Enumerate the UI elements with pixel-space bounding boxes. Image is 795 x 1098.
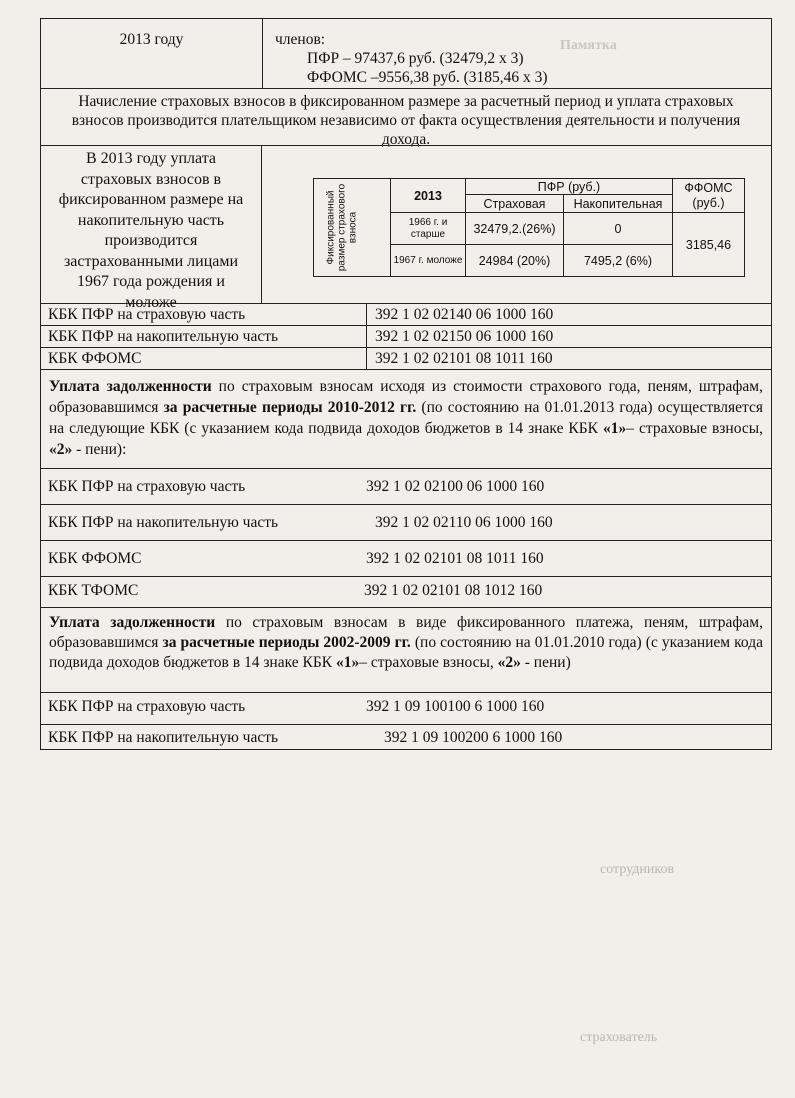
debt-text: по страховым взносам в виде фиксированного платежа, пеням, штрафам, образовавшимся — [49, 614, 763, 651]
debt-bold: за расчетные периоды 2010-2012 гг. — [163, 399, 417, 416]
kbk-row — [40, 325, 772, 347]
vertical-label-cell — [314, 179, 391, 277]
debt-2002-paragraph — [40, 607, 772, 692]
kbk-label: КБК ТФОМС — [48, 582, 139, 599]
kbk-code: 392 1 02 02100 06 1000 160 — [366, 478, 545, 495]
debt-text: по страховым взносам исходя из стоимости страхового года, пеням, штрафам, образовавшимся — [49, 378, 763, 416]
kbk-label: КБК ПФР на накопительную часть — [48, 729, 279, 746]
debt-2010-paragraph — [40, 369, 772, 468]
debt-text: – страховые взносы, — [626, 420, 763, 437]
pfr-amount: ПФР – 97437,6 руб. (32479,2 х 3) — [307, 50, 524, 67]
document-sheet — [40, 18, 772, 750]
members-label: членов: — [275, 31, 326, 48]
kbk-row — [40, 504, 772, 540]
kbk-label: КБК ПФР на накопительную часть — [41, 326, 367, 347]
debt-bold: «2» — [49, 441, 73, 458]
kbk-label: КБК ПФР на страховую часть — [48, 478, 246, 495]
row2-label: 1967 г. моложе — [391, 245, 466, 277]
kbk-label: КБК ФФОМС — [48, 550, 142, 567]
kbk-code: 392 1 02 02101 08 1012 160 — [364, 582, 543, 599]
debt-bold: «1» — [603, 420, 627, 437]
ffoms-amount: ФФОМС –9556,38 руб. (3185,46 х 3) — [307, 69, 548, 86]
kbk-code: 392 1 02 02150 06 1000 160 — [375, 328, 554, 345]
ffoms-value: 3185,46 — [673, 213, 745, 277]
kbk-code: 392 1 02 02101 08 1011 160 — [375, 350, 553, 367]
kbk-row — [40, 303, 772, 325]
fixed-2013-text: В 2013 году уплата страховых взносов в фиксированном размере на накопительную часть производится застрахованными лицами 1967 года рождения и моложе — [41, 146, 262, 303]
kbk-row — [40, 576, 772, 607]
kbk-label: КБК ПФР на страховую часть — [48, 698, 246, 715]
kbk-row — [40, 692, 772, 724]
fixed-2013-row — [40, 145, 772, 311]
debt-text: (по состоянию на 01.01.2010 года) (с указанием кода подвида доходов бюджетов в 14 знаке КБК — [49, 634, 763, 671]
kbk-label: КБК ПФР на накопительную часть — [48, 514, 279, 531]
debt-text: - пени): — [72, 441, 127, 458]
funded-col-header: Накопительная — [564, 195, 673, 213]
debt-bold: за расчетные периоды 2002-2009 гг. — [162, 634, 411, 651]
debt-bold: «2» — [497, 654, 521, 671]
kbk-code: 392 1 09 100100 6 1000 160 — [366, 698, 545, 715]
kbk-label: КБК ПФР на страховую часть — [41, 304, 367, 325]
pfr-header: ПФР (руб.) — [466, 179, 673, 195]
fixed-contribution-table — [313, 178, 745, 277]
header-row-left: 2013 году — [41, 19, 263, 88]
debt-bold: Уплата задолженности — [49, 614, 216, 631]
vertical-label: Фиксированный размер страхового взноса — [325, 183, 359, 272]
debt-text: (по состоянию на 01.01.2013 года) осуществляется на следующие КБК (с указанием кода подвида доходов бюджетов в 14 знаке КБК — [49, 399, 763, 437]
debt-bold: Уплата задолженности — [49, 378, 212, 395]
row1-label: 1966 г. и старше — [391, 213, 466, 245]
notice-text: Начисление страховых взносов в фиксированном размере за расчетный период и уплата страховых взносов производится плательщиком независимо от факта осуществления деятельности и получения дохода. — [40, 88, 772, 145]
ffoms-header: ФФОМС (руб.) — [673, 179, 745, 213]
header-row — [40, 18, 772, 88]
header-row-right — [263, 19, 548, 88]
insurance-col-header: Страховая — [466, 195, 564, 213]
row2-insurance: 24984 (20%) — [466, 245, 564, 277]
debt-text: – страховые взносы, — [359, 654, 498, 671]
debt-text: - пени) — [520, 654, 571, 671]
kbk-row — [40, 468, 772, 504]
kbk-row — [40, 724, 772, 750]
kbk-row — [40, 540, 772, 576]
debt-bold: «1» — [335, 654, 360, 671]
kbk-code: 392 1 02 02110 06 1000 160 — [375, 514, 553, 531]
kbk-code: 392 1 02 02140 06 1000 160 — [375, 306, 554, 323]
kbk-label: КБК ФФОМС — [41, 348, 367, 369]
row1-insurance: 32479,2.(26%) — [466, 213, 564, 245]
year-header: 2013 — [391, 179, 466, 213]
row1-funded: 0 — [564, 213, 673, 245]
kbk-row — [40, 347, 772, 369]
row2-funded: 7495,2 (6%) — [564, 245, 673, 277]
kbk-code: 392 1 02 02101 08 1011 160 — [366, 550, 544, 567]
kbk-code: 392 1 09 100200 6 1000 160 — [384, 729, 563, 746]
